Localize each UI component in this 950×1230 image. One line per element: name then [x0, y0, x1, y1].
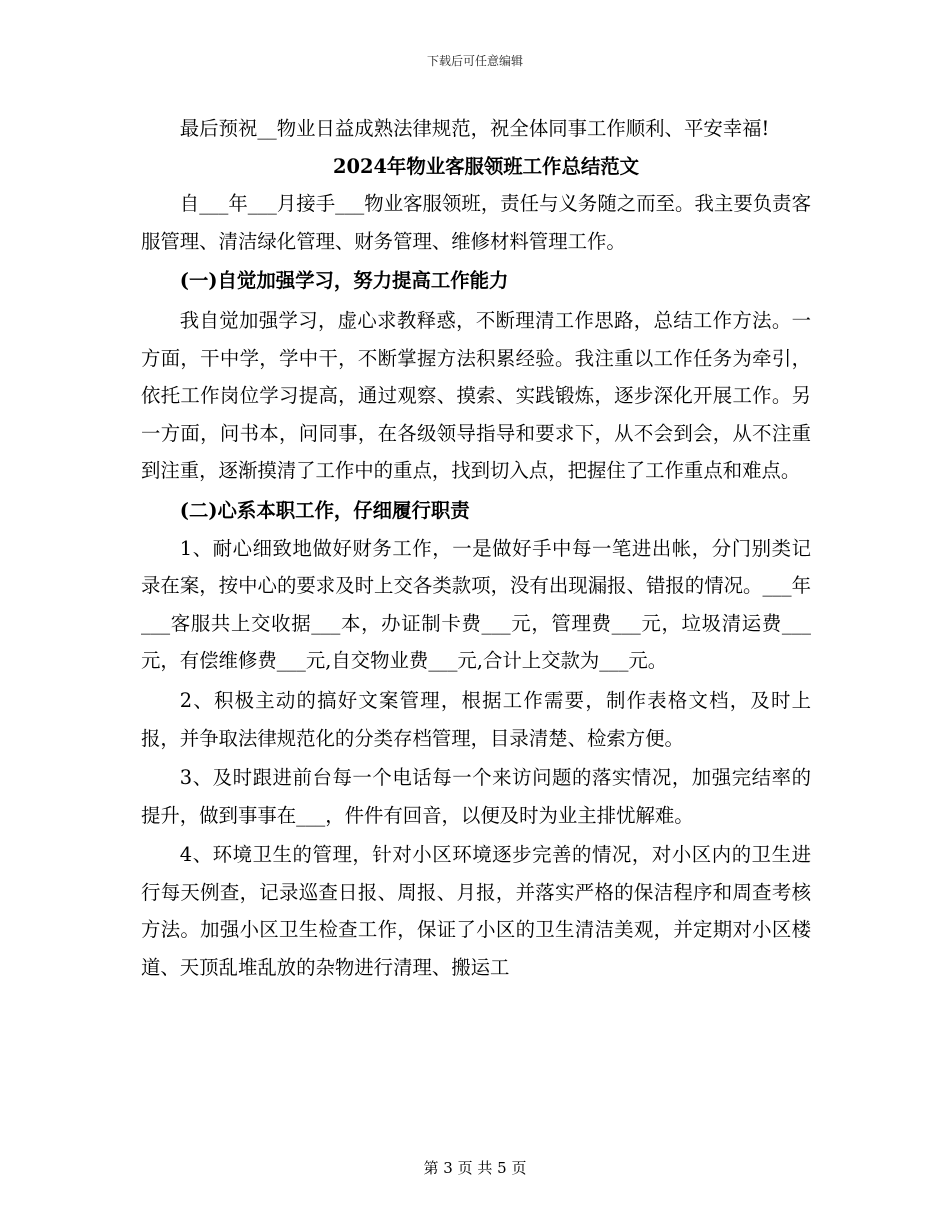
- document-title: 2024年物业客服领班工作总结范文: [332, 154, 640, 178]
- closing-paragraph: 最后预祝__物业日益成熟法律规范，祝全体同事工作顺利、平安幸福!: [179, 117, 770, 140]
- sanitation-paragraph: 4、环境卫生的管理，针对小区环境逐步完善的情况，对小区内的卫生进行每天例查，记录巡查日报、周报、月报，并落实严格的保洁程序和周查考核方法。加强小区卫生检查工作，保证了小区的卫生清洁美观，并定期对小区楼道、天顶乱堆乱放的杂物进行清理、搬运工: [141, 843, 811, 980]
- front-desk-paragraph: 3、及时跟进前台每一个电话每一个来访问题的落实情况，加强完结率的提升，做到事事在___，件件有回音，以便及时为业主排忧解难。: [141, 766, 811, 827]
- intro-paragraph: 自___年___月接手___物业客服领班，责任与义务随之而至。我主要负责客服管理、清洁绿化管理、财务管理、维修材料管理工作。: [141, 192, 811, 253]
- section-heading-1: (一)自觉加强学习，努力提高工作能力: [179, 269, 509, 293]
- study-paragraph: 我自觉加强学习，虚心求教释惑，不断理清工作思路，总结工作方法。一方面，干中学，学中干，不断掌握方法积累经验。我注重以工作任务为牵引，依托工作岗位学习提高，通过观察、摸索、实践锻炼，逐步深化开展工作。另一方面，问书本，问同事，在各级领导指导和要求下，从不会到会，从不注重到注重，逐渐摸清了工作中的重点，找到切入点，把握住了工作重点和难点。: [141, 308, 811, 483]
- finance-paragraph: 1、耐心细致地做好财务工作，一是做好手中每一笔进出帐，分门别类记录在案，按中心的要求及时上交各类款项，没有出现漏报、错报的情况。___年___客服共上交收据___本，办证制卡费___元，管理费___元，垃圾清运费___元，有偿维修费___元,自交物业费___元,合计上交款为___元。: [141, 536, 811, 673]
- page-header: 下载后可任意编辑: [426, 54, 523, 68]
- section-heading-2: (二)心系本职工作，仔细履行职责: [179, 498, 470, 522]
- document-body: [141, 110, 811, 987]
- document-management-paragraph: 2、积极主动的搞好文案管理，根据工作需要，制作表格文档，及时上报，并争取法律规范化的分类存档管理，目录清楚、检索方便。: [141, 688, 811, 750]
- page-footer: 第 3 页 共 5 页: [423, 1159, 527, 1177]
